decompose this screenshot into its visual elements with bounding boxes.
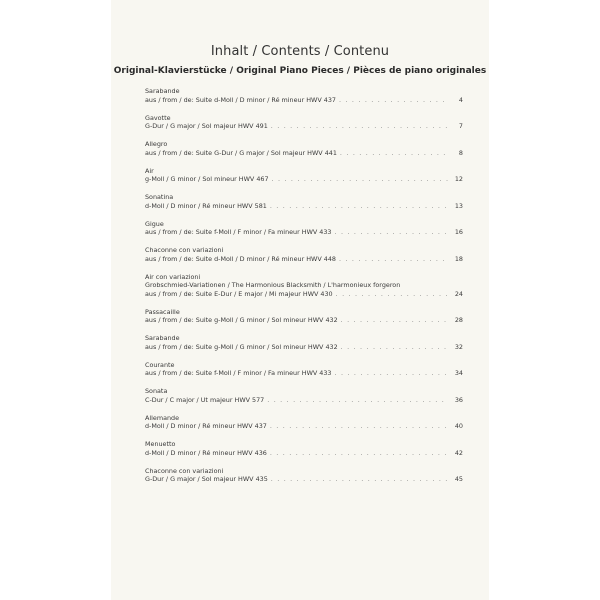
toc-entry: [145, 334, 463, 351]
toc-entry-title: Passacaille: [145, 307, 180, 316]
toc-entry-page-number: 42: [454, 448, 463, 457]
toc-entry-page-number: 16: [454, 228, 463, 236]
toc-entry: [145, 220, 463, 237]
toc-entry-page-number: 45: [454, 475, 463, 483]
toc-entry-page-number: 24: [454, 289, 463, 298]
dot-leader: [271, 475, 448, 484]
dot-leader: [270, 422, 448, 431]
toc-entry-page-number: 40: [454, 422, 463, 430]
toc-entry: [145, 87, 463, 104]
toc-entry-source: C-Dur / C major / Ut majeur HWV 577: [145, 395, 265, 404]
dot-leader: [341, 343, 448, 352]
dot-leader: [341, 316, 448, 325]
toc-entry: [145, 387, 463, 404]
toc-entry-page-number: 12: [454, 175, 463, 183]
toc-entry-source-line: [145, 422, 463, 431]
toc-entry-page-number: 18: [454, 254, 463, 263]
section-heading: Original-Klavierstücke / Original Piano Pieces / Pièces de piano originales: [113, 66, 487, 76]
toc-entry-source-line: [145, 202, 463, 211]
toc-entry: [145, 167, 463, 184]
toc-entry-source-line: [145, 316, 463, 325]
toc-entry: [145, 440, 463, 457]
document-page: [111, 0, 489, 600]
dot-leader: [339, 96, 448, 105]
toc-entry-source: aus / from / de: Suite d-Moll / D minor / Ré mineur HWV 437: [145, 95, 336, 104]
toc-entry-source: g-Moll / G minor / Sol mineur HWV 467: [145, 175, 269, 183]
dot-leader: [335, 228, 449, 237]
toc-entry-page-number: 28: [454, 316, 463, 324]
toc-entry: [145, 467, 463, 484]
toc-entry-page-number: 7: [458, 122, 463, 130]
toc-entry-page-number: 34: [454, 369, 463, 377]
toc-entry-source-line: [145, 149, 463, 158]
toc-entry-source-line: [145, 369, 463, 378]
toc-entry-title: Menuetto: [145, 440, 176, 448]
toc-entry: [145, 308, 463, 325]
toc-entry-source-line: [145, 255, 463, 264]
table-of-contents: [145, 87, 463, 484]
toc-entry-source: d-Moll / D minor / Ré mineur HWV 437: [145, 422, 267, 430]
dot-leader: [267, 396, 448, 405]
toc-entry: [145, 246, 463, 263]
toc-entry-title: Chaconne con variazioni: [145, 246, 224, 254]
toc-entry-page-number: 36: [454, 395, 463, 404]
toc-entry-source: aus / from / de: Suite f-Moll / F minor / Fa mineur HWV 433: [145, 228, 332, 236]
toc-entry-source-line: [145, 290, 463, 299]
toc-entry-title: Sonata: [145, 387, 168, 395]
toc-entry-title: Sarabande: [145, 334, 180, 342]
toc-entry-source: aus / from / de: Suite g-Moll / G minor / Sol mineur HWV 432: [145, 342, 338, 351]
toc-entry-source: G-Dur / G major / Sol majeur HWV 435: [145, 475, 268, 483]
toc-entry: [145, 414, 463, 431]
toc-entry-title: Chaconne con variazioni: [145, 466, 224, 475]
dot-leader: [335, 369, 449, 378]
page-title: Inhalt / Contents / Contenu: [210, 44, 390, 59]
toc-entry-source: d-Moll / D minor / Ré mineur HWV 581: [145, 201, 267, 210]
toc-entry-source-line: [145, 175, 463, 184]
toc-entry-source-line: [145, 396, 463, 405]
toc-entry-source-line: [145, 449, 463, 458]
toc-entry-title: Air con variazioni: [145, 272, 201, 281]
toc-entry-title: Sarabande: [145, 87, 180, 95]
toc-entry-title: Allemande: [145, 413, 180, 422]
toc-entry-page-number: 13: [454, 201, 463, 210]
toc-entry-source: aus / from / de: Suite E-Dur / E major / Mi majeur HWV 430: [145, 289, 333, 298]
toc-entry: [145, 273, 463, 299]
toc-entry-source-line: [145, 475, 463, 484]
dot-leader: [270, 449, 448, 458]
toc-entry: [145, 140, 463, 157]
dot-leader: [340, 149, 448, 158]
toc-entry-title: Sonatina: [145, 193, 174, 201]
toc-entry-title: Gigue: [145, 219, 164, 228]
toc-entry: [145, 193, 463, 210]
dot-leader: [339, 255, 448, 264]
dot-leader: [272, 175, 448, 184]
toc-entry-source: d-Moll / D minor / Ré mineur HWV 436: [145, 448, 267, 457]
toc-entry: [145, 361, 463, 378]
toc-entry-source: aus / from / de: Suite g-Moll / G minor / Sol mineur HWV 432: [145, 316, 338, 324]
toc-entry-source-line: [145, 122, 463, 131]
toc-entry-page-number: 4: [458, 95, 463, 104]
toc-entry-source: G-Dur / G major / Sol majeur HWV 491: [145, 122, 268, 130]
toc-entry-source: aus / from / de: Suite f-Moll / F minor / Fa mineur HWV 433: [145, 369, 332, 377]
dot-leader: [336, 290, 448, 299]
toc-entry-source: aus / from / de: Suite d-Moll / D minor / Ré mineur HWV 448: [145, 254, 336, 263]
toc-entry-title: Air: [145, 166, 154, 175]
toc-entry-source-line: [145, 228, 463, 237]
toc-entry-source: aus / from / de: Suite G-Dur / G major / Sol majeur HWV 441: [145, 148, 337, 157]
dot-leader: [270, 202, 448, 211]
toc-entry-title: Courante: [145, 360, 175, 369]
toc-entry: [145, 114, 463, 131]
toc-entry-page-number: 32: [454, 342, 463, 351]
dot-leader: [271, 122, 448, 131]
toc-entry-page-number: 8: [458, 148, 463, 157]
toc-entry-source-line: [145, 343, 463, 352]
toc-entry-subtitle: Grobschmied-Variationen / The Harmonious Blacksmith / L'harmonieux forgeron: [145, 281, 401, 289]
toc-entry-title: Gavotte: [145, 113, 171, 122]
toc-entry-source-line: [145, 96, 463, 105]
toc-entry-title: Allegro: [145, 140, 168, 148]
